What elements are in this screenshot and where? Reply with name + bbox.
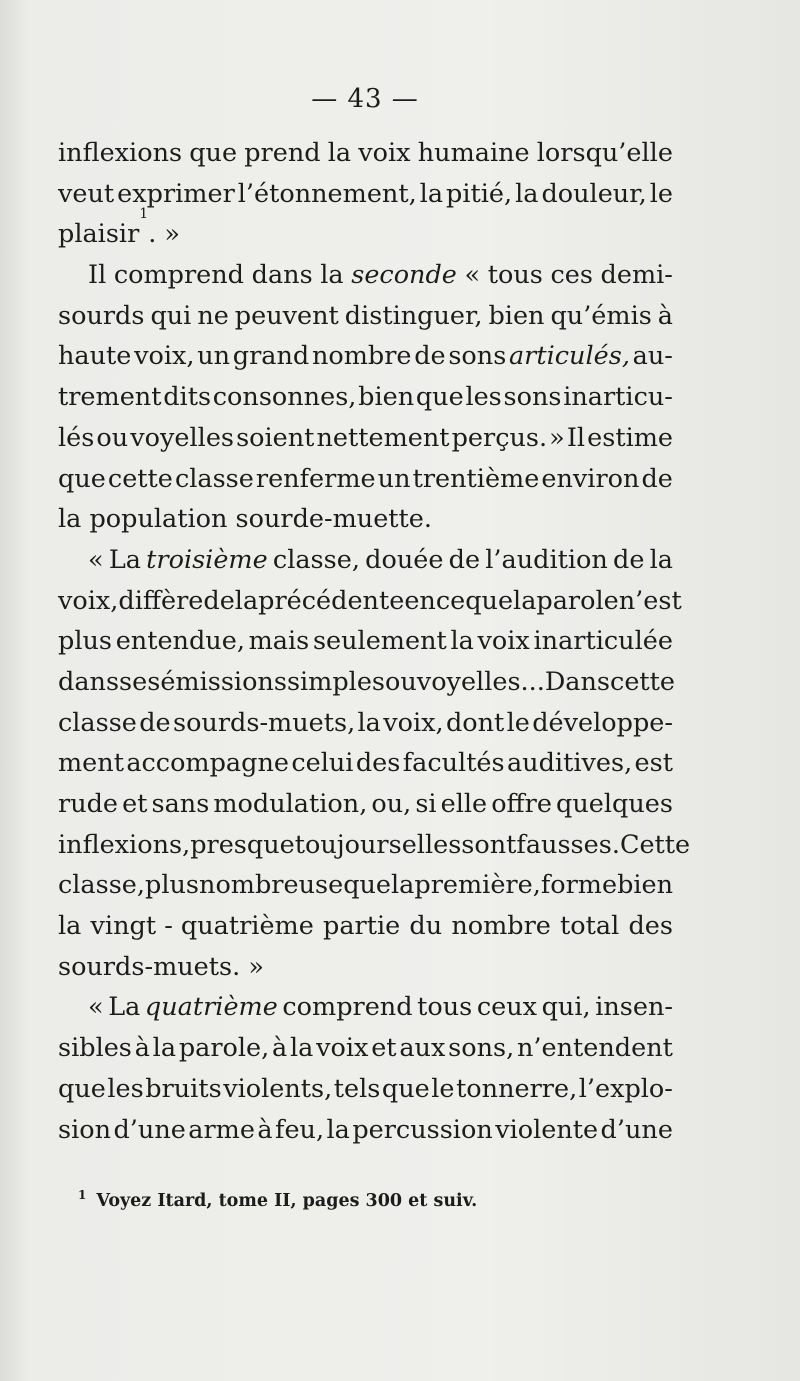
word: de [139, 707, 171, 738]
word: qui [150, 300, 192, 331]
word: à [134, 1033, 150, 1064]
word: nettement [316, 422, 450, 453]
word: précédente [258, 585, 405, 616]
word: la [326, 1114, 350, 1145]
word: voix, [58, 585, 119, 616]
text-line [58, 865, 673, 906]
word: diffère [118, 585, 204, 616]
word: quelques [556, 789, 673, 819]
word: sourds-muets, [172, 707, 356, 738]
word: troisième [146, 544, 268, 575]
word: « [464, 260, 481, 291]
word: trentième [412, 463, 540, 494]
word: le [649, 178, 673, 209]
word: renferme [255, 463, 376, 494]
word: violente [495, 1114, 599, 1145]
word: à [257, 1114, 273, 1145]
word: au- [632, 341, 673, 372]
word: les [465, 382, 502, 413]
word: partie [323, 911, 401, 942]
word: sans [151, 789, 210, 819]
word: sons [503, 382, 562, 413]
word: perçus. [451, 422, 548, 453]
word: bien [358, 382, 415, 413]
text-line [58, 947, 673, 988]
text-line [58, 499, 673, 540]
text-line [58, 743, 673, 784]
word: sourds-muets. » [58, 951, 264, 982]
text-line [58, 296, 673, 337]
word: insen- [595, 992, 673, 1023]
word: l’explo- [578, 1073, 673, 1104]
word: auditives, [506, 748, 633, 779]
word: tonnerre, [456, 1073, 578, 1104]
word: simples [286, 666, 386, 697]
word: sion [58, 1114, 112, 1145]
word: la [357, 707, 381, 738]
text-line [58, 1110, 673, 1151]
word: sons, [448, 1033, 515, 1064]
word: Il [566, 422, 586, 453]
word: douée [365, 544, 444, 575]
word: feu, [275, 1114, 325, 1145]
word: forme [540, 870, 618, 901]
text-line [58, 174, 673, 215]
word: en [404, 585, 436, 616]
text-line [58, 1028, 673, 1069]
word: seconde [351, 260, 457, 291]
word: exprimer [117, 178, 235, 209]
word: ceux [476, 992, 538, 1023]
word: ou [385, 666, 417, 697]
word: est [634, 748, 673, 779]
word: douleur, [541, 178, 647, 209]
word: inarticulée [533, 626, 673, 657]
word: bien [488, 300, 545, 331]
word: l’étonnement, [237, 178, 417, 209]
text-line [58, 418, 673, 459]
word: arme [188, 1114, 255, 1145]
word: la [450, 626, 474, 657]
text-line [58, 336, 673, 377]
word: inflexions [58, 138, 183, 168]
word: que [465, 585, 514, 616]
word: veut [58, 178, 115, 209]
word: environ [541, 463, 640, 494]
text-line [58, 255, 673, 296]
word: sibles [58, 1033, 132, 1064]
word: elles [401, 829, 462, 860]
word: ses [119, 666, 161, 697]
word: elle [440, 789, 488, 819]
word: la [513, 585, 537, 616]
word: la [58, 911, 82, 942]
word: entendue, [115, 626, 245, 657]
word: presque [190, 829, 295, 860]
word: que [381, 1073, 430, 1104]
word: Cette [619, 829, 691, 860]
word: peuvent [234, 300, 339, 331]
word: nombre [451, 911, 551, 942]
word: aux [399, 1033, 446, 1064]
word: ne [197, 300, 229, 331]
text-line [58, 206, 673, 255]
word: fausses. [516, 829, 620, 860]
word: total [560, 911, 620, 942]
word: accompagne [126, 748, 289, 779]
word: celui [291, 748, 354, 779]
word: la [290, 1033, 314, 1064]
word: développe- [532, 707, 673, 738]
word: ce [435, 585, 466, 616]
word: comprend [282, 992, 413, 1023]
word: rude [58, 789, 119, 819]
word: Il [88, 260, 107, 291]
word: la [152, 1033, 177, 1064]
word: dans [58, 666, 120, 697]
word: « [88, 544, 104, 575]
word: classe [58, 707, 137, 738]
word: parole, [178, 1033, 270, 1064]
word: bruits [145, 1073, 222, 1104]
word: ou [96, 422, 129, 453]
word: voix, [383, 707, 444, 738]
word: dont [445, 707, 505, 738]
word: dits [163, 382, 212, 413]
word: quatrième [144, 992, 278, 1023]
word: n’est [618, 585, 682, 616]
word: distinguer, [344, 300, 483, 331]
word: d’une [600, 1114, 673, 1145]
word: La [108, 544, 141, 575]
word: et [122, 789, 148, 819]
word: les [107, 1073, 144, 1104]
word: n’entendent [516, 1033, 673, 1064]
text-line [58, 662, 673, 703]
word: Dans [544, 666, 611, 697]
word: la [515, 178, 539, 209]
text-line [58, 459, 673, 500]
word: voix, [134, 341, 195, 372]
word: soient [236, 422, 315, 453]
word: que [343, 870, 392, 901]
word: . » [148, 219, 181, 250]
word: ment [58, 748, 124, 779]
word: » [549, 422, 565, 453]
word: le [431, 1073, 455, 1104]
word: voix [316, 1033, 369, 1064]
word: « [88, 992, 104, 1023]
word: de [613, 544, 645, 575]
word: tels [333, 1073, 381, 1104]
word: toujours [294, 829, 402, 860]
word: demi- [600, 260, 673, 291]
footnote [78, 1188, 678, 1211]
word: des [355, 748, 401, 779]
word: la [320, 260, 344, 291]
word: de [414, 341, 446, 372]
word: pitié, [446, 178, 513, 209]
word: et [371, 1033, 397, 1064]
word: nombreuse [199, 870, 344, 901]
word: estime [587, 422, 673, 453]
word: classe [174, 463, 254, 494]
word: un [377, 463, 411, 494]
word: percussion [352, 1114, 493, 1145]
word: plus [145, 870, 200, 901]
text-line [58, 540, 673, 581]
word: bien [617, 870, 674, 901]
word: sont [461, 829, 517, 860]
word: que [58, 463, 106, 494]
page-number: — 43 — [311, 84, 419, 114]
text-line [58, 784, 673, 825]
word: inarticu- [563, 382, 673, 413]
word: prend [244, 138, 321, 168]
word: vingt - quatrième [90, 911, 314, 942]
word: de [641, 463, 673, 494]
footnote-marker: 1 [78, 1188, 87, 1202]
word: haute [58, 341, 132, 372]
word: à [272, 1033, 288, 1064]
word: mais [248, 626, 310, 657]
word: dans [251, 260, 313, 291]
word: sons [448, 341, 507, 372]
word: plus [58, 626, 112, 657]
word: lorsqu’elle [536, 138, 673, 168]
word: qu’émis [550, 300, 652, 331]
word: plaisir [58, 219, 140, 250]
text-line [58, 906, 673, 947]
word: la population sourde-muette. [58, 504, 432, 535]
footnote-text: Voyez Itard, tome II, pages 300 et suiv. [96, 1190, 478, 1211]
word: la [234, 585, 259, 616]
text-line [58, 621, 673, 662]
word: trement [58, 382, 162, 413]
word: humaine [417, 138, 530, 168]
word: la [327, 138, 352, 168]
word: la [419, 178, 444, 209]
word: le [506, 707, 530, 738]
word: classe, [272, 544, 360, 575]
word: parole [536, 585, 619, 616]
word: lés [58, 422, 95, 453]
word: classe, [58, 870, 146, 901]
text-line [58, 581, 682, 622]
word: facultés [402, 748, 505, 779]
text-line [58, 1069, 673, 1110]
word: première, [414, 870, 541, 901]
word: violents, [223, 1073, 333, 1104]
word: émissions [160, 666, 287, 697]
word: la [649, 544, 673, 575]
word: du [409, 911, 443, 942]
word: voix [477, 626, 530, 657]
word: sourds [58, 300, 145, 331]
body-text [58, 133, 691, 1150]
word: grand [232, 341, 310, 372]
word: inflexions, [58, 829, 191, 860]
word: l’audition [485, 544, 608, 575]
word: la [391, 870, 415, 901]
footnote-reference: 1 [139, 206, 149, 223]
word: que [415, 382, 464, 413]
word: voyelles... [416, 666, 545, 697]
word: offre [491, 789, 552, 819]
word: voix [358, 138, 411, 168]
word: comprend [113, 260, 245, 291]
text-line [58, 133, 673, 174]
word: consonnes, [212, 382, 357, 413]
word: que [189, 138, 238, 168]
text-line [58, 703, 673, 744]
text-line [58, 377, 673, 418]
word: cette [610, 666, 675, 697]
word: ou, [371, 789, 412, 819]
word: ces [550, 260, 593, 291]
word: nombre [311, 341, 412, 372]
word: de [203, 585, 235, 616]
word: articulés, [508, 341, 630, 372]
word: d’une [113, 1114, 186, 1145]
word: de [448, 544, 481, 575]
word: modulation, [213, 789, 368, 819]
word: qui, [541, 992, 591, 1023]
word: voyelles [130, 422, 234, 453]
word: seulement [312, 626, 447, 657]
text-line [58, 825, 691, 866]
word: tous [487, 260, 543, 291]
word: si [415, 789, 437, 819]
word: des [628, 911, 673, 942]
word: que [58, 1073, 106, 1104]
word: La [108, 992, 141, 1023]
word: un [197, 341, 231, 372]
word: tous [417, 992, 473, 1023]
word: cette [107, 463, 173, 494]
word: à [657, 300, 673, 331]
text-line [58, 987, 673, 1028]
